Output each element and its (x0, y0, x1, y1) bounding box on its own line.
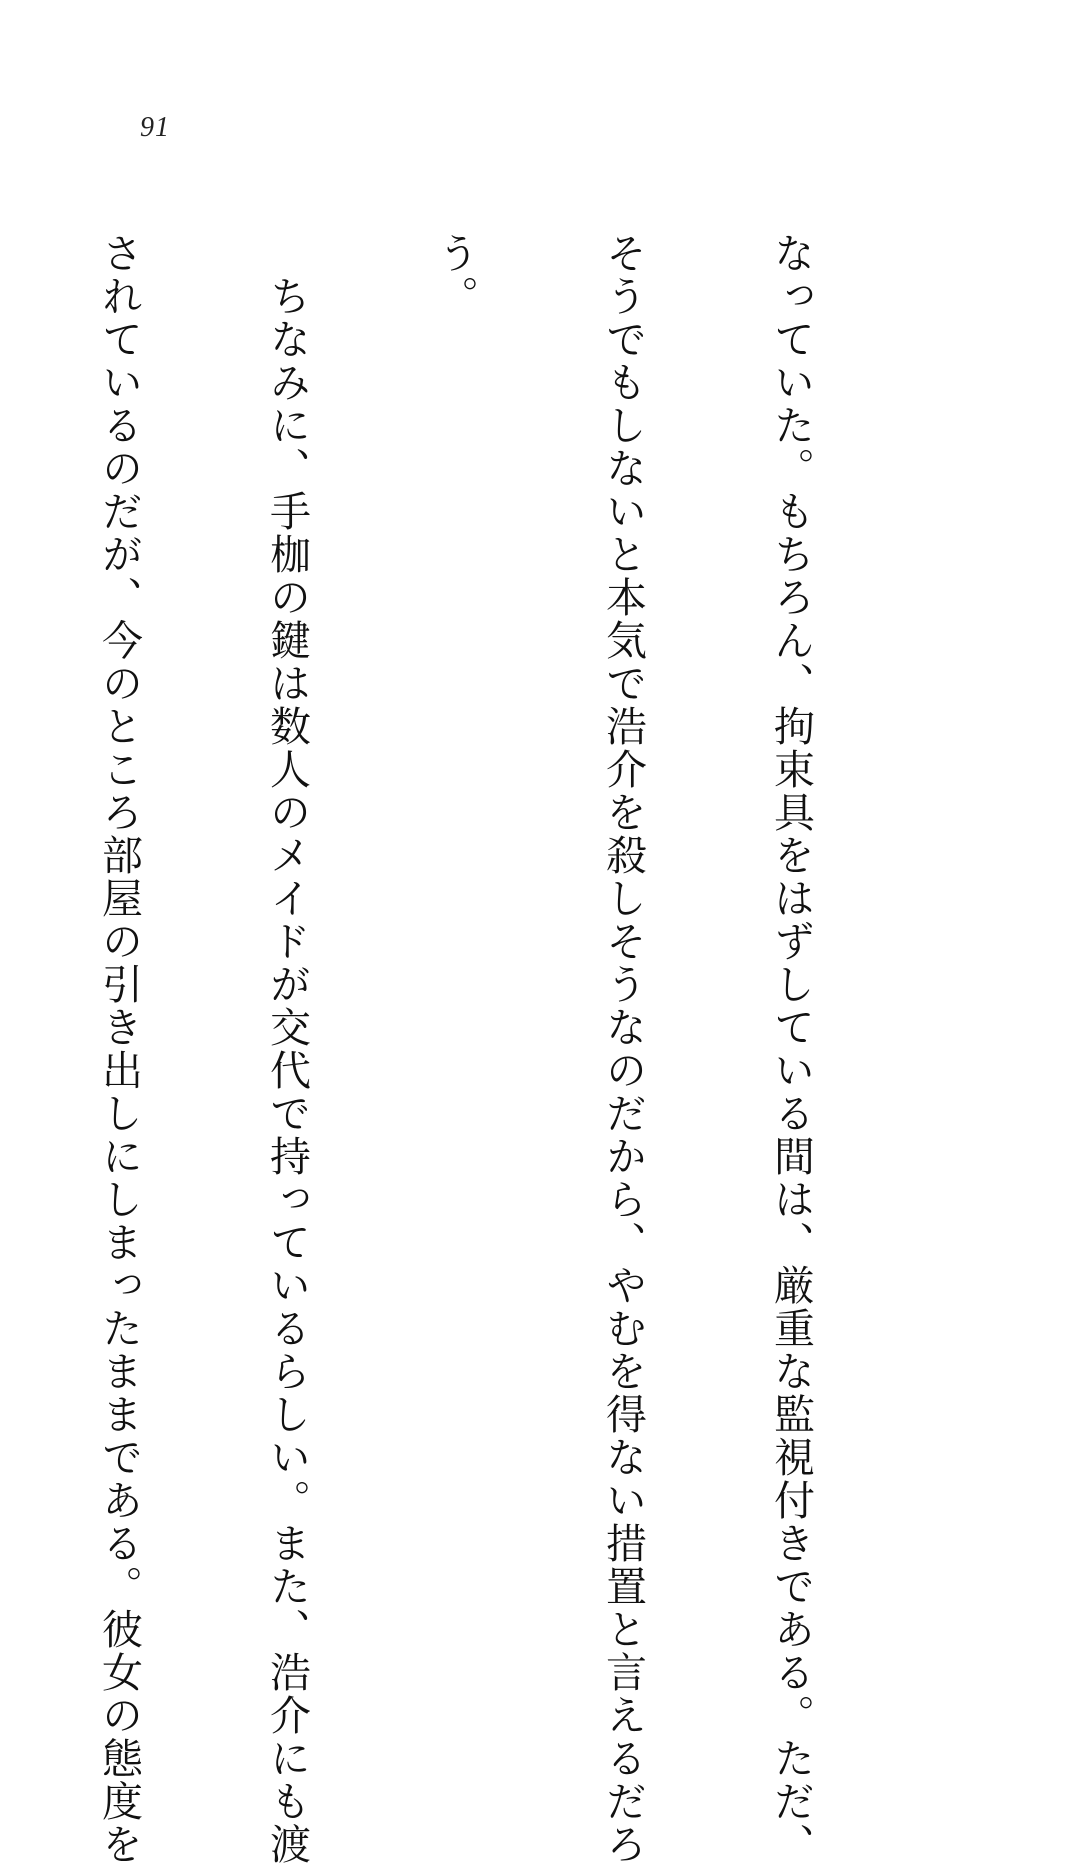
text-line: そうでもしないと本気で浩介を殺しそうなのだから、やむを得ない措置と言えるだろ (599, 232, 647, 1866)
text-line: なっていた。もちろん、拘束具をはずしている間は、厳重な監視付きである。ただ、 (767, 232, 815, 1866)
body-text (0, 232, 931, 1866)
page-number: 91 (140, 112, 170, 143)
text-line: う。 (431, 232, 479, 318)
text-line: ちなみに、手枷の鍵は数人のメイドが交代で持っているらしい。また、浩介にも渡 (263, 232, 311, 1866)
text-line: されているのだが、今のところ部屋の引き出しにしまったままである。彼女の態度を (95, 232, 143, 1866)
